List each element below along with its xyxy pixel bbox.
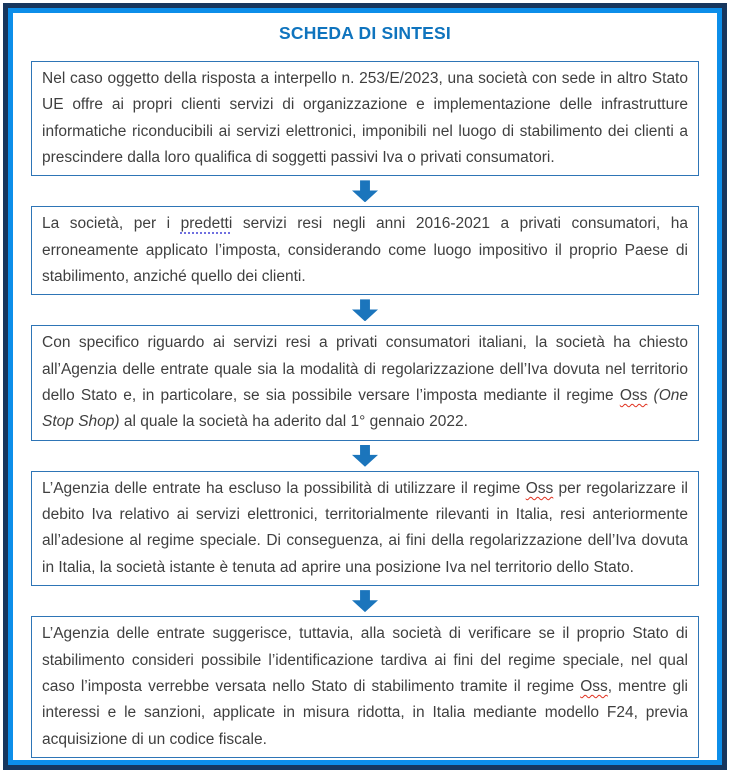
text-segment-plain: , mentre gli interessi e le sanzioni, applicate in misura ridotta, in Italia mediante modello F24, previa acquisizione di un codice fiscale.	[42, 677, 688, 748]
down-arrow-icon	[352, 299, 378, 321]
text-segment-plain: per regolarizzare il debito Iva relativo ai servizi elettronici, territorialmente rilevanti in Italia, resi anteriormente all’adesione al regime speciale. Di conseguenza, ai fini della regolarizzazione dell’Iva dovuta in Italia, la società istante è tenuta ad aprire una posizione Iva nel territorio dello Stato.	[42, 479, 688, 576]
text-segment-plain: L’Agenzia delle entrate ha escluso la possibilità di utilizzare il regime	[42, 479, 526, 497]
text-segment-plain: La società, per i	[42, 215, 181, 233]
flowchart	[30, 61, 700, 758]
outer-border-frame	[3, 3, 727, 770]
text-segment-plain: servizi resi negli anni 2016-2021 a privati consumatori, ha erroneamente applicato l’imposta, considerando come luogo impositivo il proprio Paese di stabilimento, anziché quello dei clienti.	[42, 215, 688, 286]
flow-box-4-agency-exclusion	[31, 471, 699, 586]
arrow-wrap-2	[352, 299, 378, 321]
down-arrow-icon	[352, 445, 378, 467]
text-segment-plain: L’Agenzia delle entrate suggerisce, tuttavia, alla società di verificare se il proprio Stato di stabilimento consideri possibile l’identificazione tardiva ai fini del regime speciale, nel qual caso l’imposta verrebbe versata nello Stato di stabilimento tramite il regime	[42, 625, 688, 695]
flow-box-5-agency-suggestion	[31, 616, 699, 758]
arrow-wrap-3	[352, 445, 378, 467]
down-arrow-icon	[352, 180, 378, 202]
arrow-wrap-4	[352, 590, 378, 612]
flow-box-3-question-to-agency	[31, 325, 699, 440]
page-title: SCHEDA DI SINTESI	[279, 23, 451, 43]
flow-box-1-case-description	[31, 61, 699, 176]
text-segment-plain: al quale la società ha aderito dal 1° gennaio 2022.	[119, 413, 468, 431]
down-arrow-icon	[352, 590, 378, 612]
text-segment-plain: Con specifico riguardo ai servizi resi a privati consumatori italiani, la società ha chiesto all’Agenzia delle entrate quale sia la modalità di regolarizzazione dell’Iva dovuta nel territorio dello Stato e, in particolare, se sia possibile versare l’imposta mediante il regime	[42, 334, 688, 405]
text-segment-spell: Oss	[580, 677, 608, 695]
text-segment-spell: Oss	[619, 387, 648, 405]
inner-border-frame	[8, 8, 722, 765]
flow-box-2-wrong-tax-application	[31, 206, 699, 295]
text-segment-italic: (One Stop Shop)	[42, 387, 688, 431]
text-segment-grammar: predetti	[180, 215, 233, 233]
text-segment-plain: Nel caso oggetto della risposta a interpello n. 253/E/2023, una società con sede in altro Stato UE offre ai propri clienti servizi di organizzazione e implementazione delle infrastrutture informatiche riconducibili ai servizi elettronici, imponibili nel luogo di stabilimento dei clienti a prescindere dalla loro qualifica di soggetti passivi Iva o privati consumatori.	[42, 70, 688, 167]
text-segment-spell: Oss	[525, 479, 554, 497]
arrow-wrap-1	[352, 180, 378, 202]
